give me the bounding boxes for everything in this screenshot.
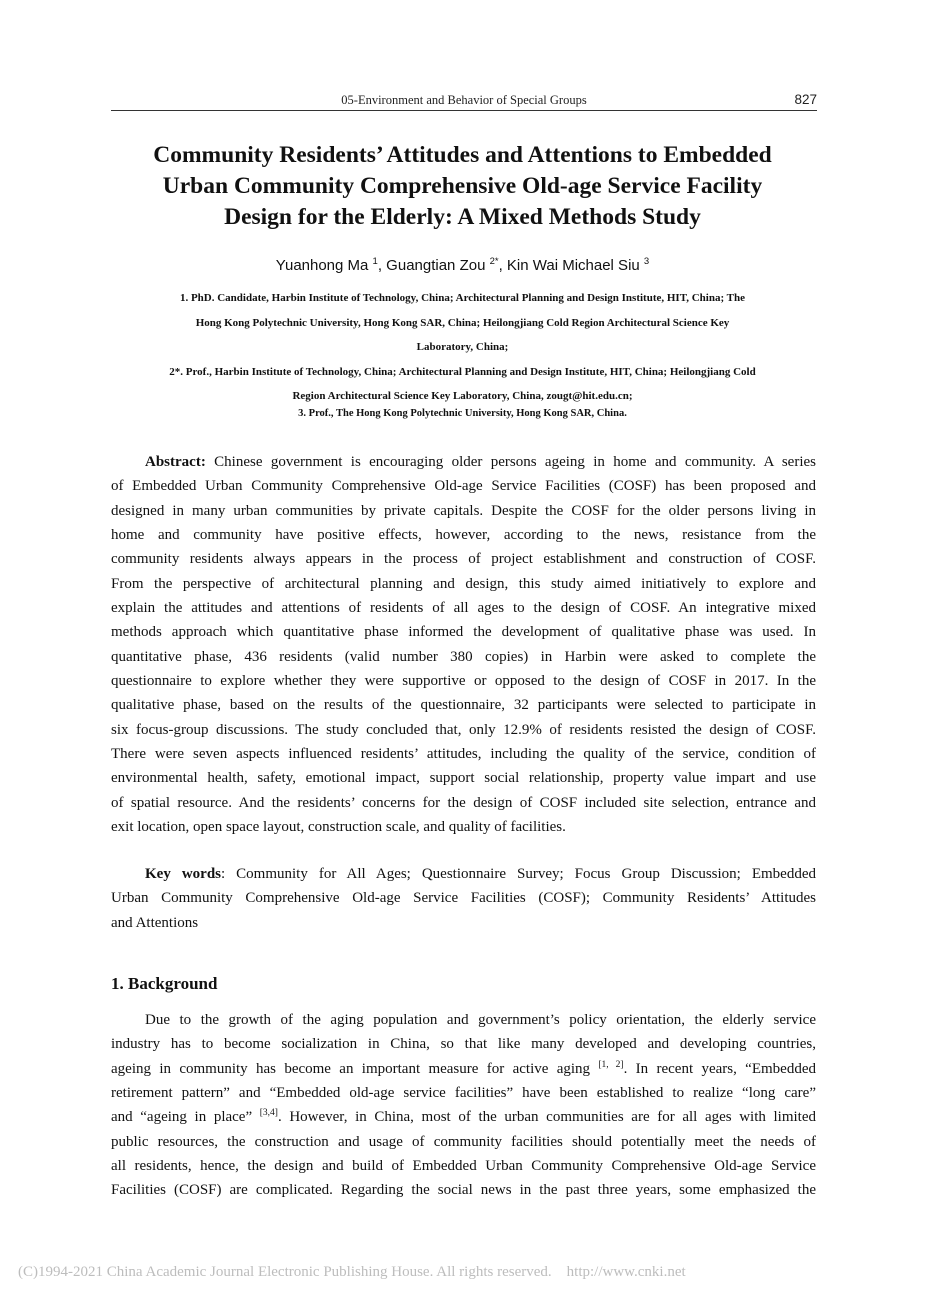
abstract (111, 450, 816, 840)
author-name: , Kin Wai Michael Siu (498, 257, 644, 274)
line-content: questionnaire to explore whether they were supportive or opposed to the design of COSF in 2017. In the (111, 673, 816, 690)
line-content: methods approach which quantitative phase informed the development of qualitative phase was used. In (111, 624, 816, 641)
line-text (111, 1109, 816, 1125)
text-line (111, 766, 816, 790)
line-content: . However, in China, most of the urban communities are for all ages with limited (277, 1109, 816, 1126)
line-content: industry has to become socialization in China, so that like many developed and developing countries, (111, 1036, 816, 1053)
copyright-footer (18, 1264, 686, 1281)
line-text (111, 600, 816, 616)
text-line (111, 620, 816, 644)
line-content: explain the attitudes and attentions of residents of all ages to the design of COSF. An integrative mixed (111, 600, 816, 617)
page-header (111, 92, 817, 111)
line-content: community residents always appears in the process of project establishment and construction of COSF. (111, 551, 816, 568)
line-content: From the perspective of architectural planning and design, this study aimed initiatively to explore and (111, 575, 816, 592)
line-content: of spatial resource. And the residents’ concerns for the design of COSF included site selection, entrance and (111, 794, 816, 811)
line-text (111, 624, 816, 640)
text-line (111, 474, 816, 498)
page-number: 827 (794, 92, 817, 107)
line-text (111, 1158, 816, 1174)
text-line (111, 1081, 816, 1105)
text-line (111, 523, 816, 547)
line-content: exit location, open space layout, construction scale, and quality of facilities. (111, 819, 566, 836)
author-affiliation-mark: 3 (643, 256, 650, 267)
line-text (111, 819, 566, 835)
line-content: Due to the growth of the aging population and government’s policy orientation, the elderly service (145, 1012, 816, 1028)
text-line (111, 645, 816, 669)
line-text (145, 866, 816, 882)
line-text (111, 551, 816, 567)
copyright-text: (C)1994-2021 China Academic Journal Electronic Publishing House. All rights reserved. (18, 1264, 552, 1280)
keywords (111, 862, 816, 935)
author-affiliation-mark: 1 (372, 256, 378, 267)
line-text (111, 795, 816, 811)
title-line: Design for the Elderly: A Mixed Methods Study (224, 204, 701, 230)
title-line: Urban Community Comprehensive Old-age Service Facility (162, 173, 763, 199)
author-affiliation-mark: 2* (489, 256, 499, 267)
line-text (111, 915, 198, 931)
line-text (111, 503, 816, 519)
line-content: home and community have positive effects, however, according to the news, resistance from the (111, 527, 816, 544)
paper-title (100, 140, 825, 233)
line-text (111, 673, 816, 689)
text-line (111, 718, 816, 742)
line-content: public resources, the construction and usage of community facilities should potentially meet the needs of (111, 1133, 816, 1150)
line-text (111, 890, 816, 906)
line-content: retirement pattern” and “Embedded old-age service facilities” have been established to realize “long care” (111, 1085, 816, 1102)
line-text (111, 722, 816, 738)
line-content: Chinese government is encouraging older persons ageing in home and community. A series (205, 454, 816, 470)
text-line (111, 742, 816, 766)
author-name: Yuanhong Ma (275, 257, 373, 274)
line-text (111, 1182, 816, 1198)
text-line (111, 1105, 816, 1129)
line-text (111, 649, 816, 665)
line-text (111, 770, 816, 786)
line-text (111, 527, 816, 543)
text-line (111, 1057, 816, 1081)
line-text (145, 454, 816, 470)
affiliation-line: 3. Prof., The Hong Kong Polytechnic University, Hong Kong SAR, China. (298, 408, 627, 419)
line-content: There were seven aspects influenced residents’ attitudes, including the quality of the service, condition of (111, 746, 816, 763)
line-text (111, 697, 816, 713)
line-text (111, 1085, 816, 1101)
line-content: of Embedded Urban Community Comprehensive Old-age Service Facilities (COSF) has been proposed and (111, 478, 816, 495)
text-line (111, 862, 816, 886)
line-content: : Community for All Ages; Questionnaire Survey; Focus Group Discussion; Embedded (221, 866, 816, 882)
line-text (111, 746, 816, 762)
affiliation-line: Hong Kong Polytechnic University, Hong Kong SAR, China; Heilongjiang Cold Region Architectural Science Key (195, 317, 730, 329)
text-line (111, 1154, 816, 1178)
label: Abstract: (145, 454, 206, 470)
line-text (111, 576, 816, 592)
line-text (111, 478, 816, 494)
text-line (111, 1178, 816, 1202)
running-title: 05-Environment and Behavior of Special Groups (341, 93, 587, 107)
line-content: all residents, hence, the design and build of Embedded Urban Community Comprehensive Old-age Service (111, 1158, 816, 1175)
affiliation-line: Region Architectural Science Key Laboratory, China, zougt@hit.edu.cn; (292, 390, 633, 402)
line-content: qualitative phase, based on the results of the questionnaire, 32 participants were selected to participate in (111, 697, 816, 714)
line-text (111, 1036, 816, 1052)
citation: [1, 2] (598, 1059, 624, 1070)
section-heading: 1. Background (111, 974, 218, 993)
text-line (111, 791, 816, 815)
text-line (111, 450, 816, 474)
text-line (111, 1130, 816, 1154)
text-line (111, 886, 816, 910)
line-text (145, 1012, 816, 1028)
line-content: . In recent years, “Embedded (623, 1060, 816, 1077)
line-content: environmental health, safety, emotional impact, support social relationship, property value impart and use (111, 770, 816, 787)
text-line (111, 1008, 816, 1032)
citation: [3,4] (259, 1108, 278, 1119)
line-content: Facilities (COSF) are complicated. Regarding the social news in the past three years, some emphasized the (111, 1182, 816, 1199)
title-line: Community Residents’ Attitudes and Attentions to Embedded (153, 142, 772, 168)
line-content: and Attentions (111, 914, 199, 931)
label: Key words (145, 866, 221, 882)
affiliation-line: Laboratory, China; (416, 341, 509, 353)
text-line (111, 911, 816, 935)
line-content: Urban Community Comprehensive Old-age Service Facilities (COSF); Community Residents’ Attitudes (111, 890, 816, 907)
text-line (111, 669, 816, 693)
line-content: and “ageing in place” (111, 1109, 260, 1126)
text-line (111, 499, 816, 523)
author-list (100, 256, 825, 274)
line-text (111, 1134, 816, 1150)
text-line (111, 815, 816, 839)
text-line (111, 572, 816, 596)
text-line (111, 693, 816, 717)
author-name: , Guangtian Zou (377, 257, 490, 274)
line-content: six focus-group discussions. The study concluded that, only 12.9% of residents resisted the design of COSF. (111, 721, 816, 738)
footer-url: http://www.cnki.net (566, 1264, 686, 1280)
line-text (111, 1061, 816, 1077)
section-body (111, 1008, 816, 1203)
line-content: quantitative phase, 436 residents (valid number 380 copies) in Harbin were asked to complete the (111, 648, 816, 665)
text-line (111, 596, 816, 620)
affiliation-line: 1. PhD. Candidate, Harbin Institute of Technology, China; Architectural Planning and Design Institute, HIT, China; The (179, 292, 746, 304)
text-line (111, 1032, 816, 1056)
affiliation-line: 2*. Prof., Harbin Institute of Technology, China; Architectural Planning and Design Institute, HIT, China; Heilongjiang Cold (169, 366, 756, 378)
line-content: ageing in community has become an important measure for active aging (111, 1060, 599, 1077)
text-line (111, 547, 816, 571)
line-content: designed in many urban communities by private capitals. Despite the COSF for the older persons living in (111, 502, 816, 519)
